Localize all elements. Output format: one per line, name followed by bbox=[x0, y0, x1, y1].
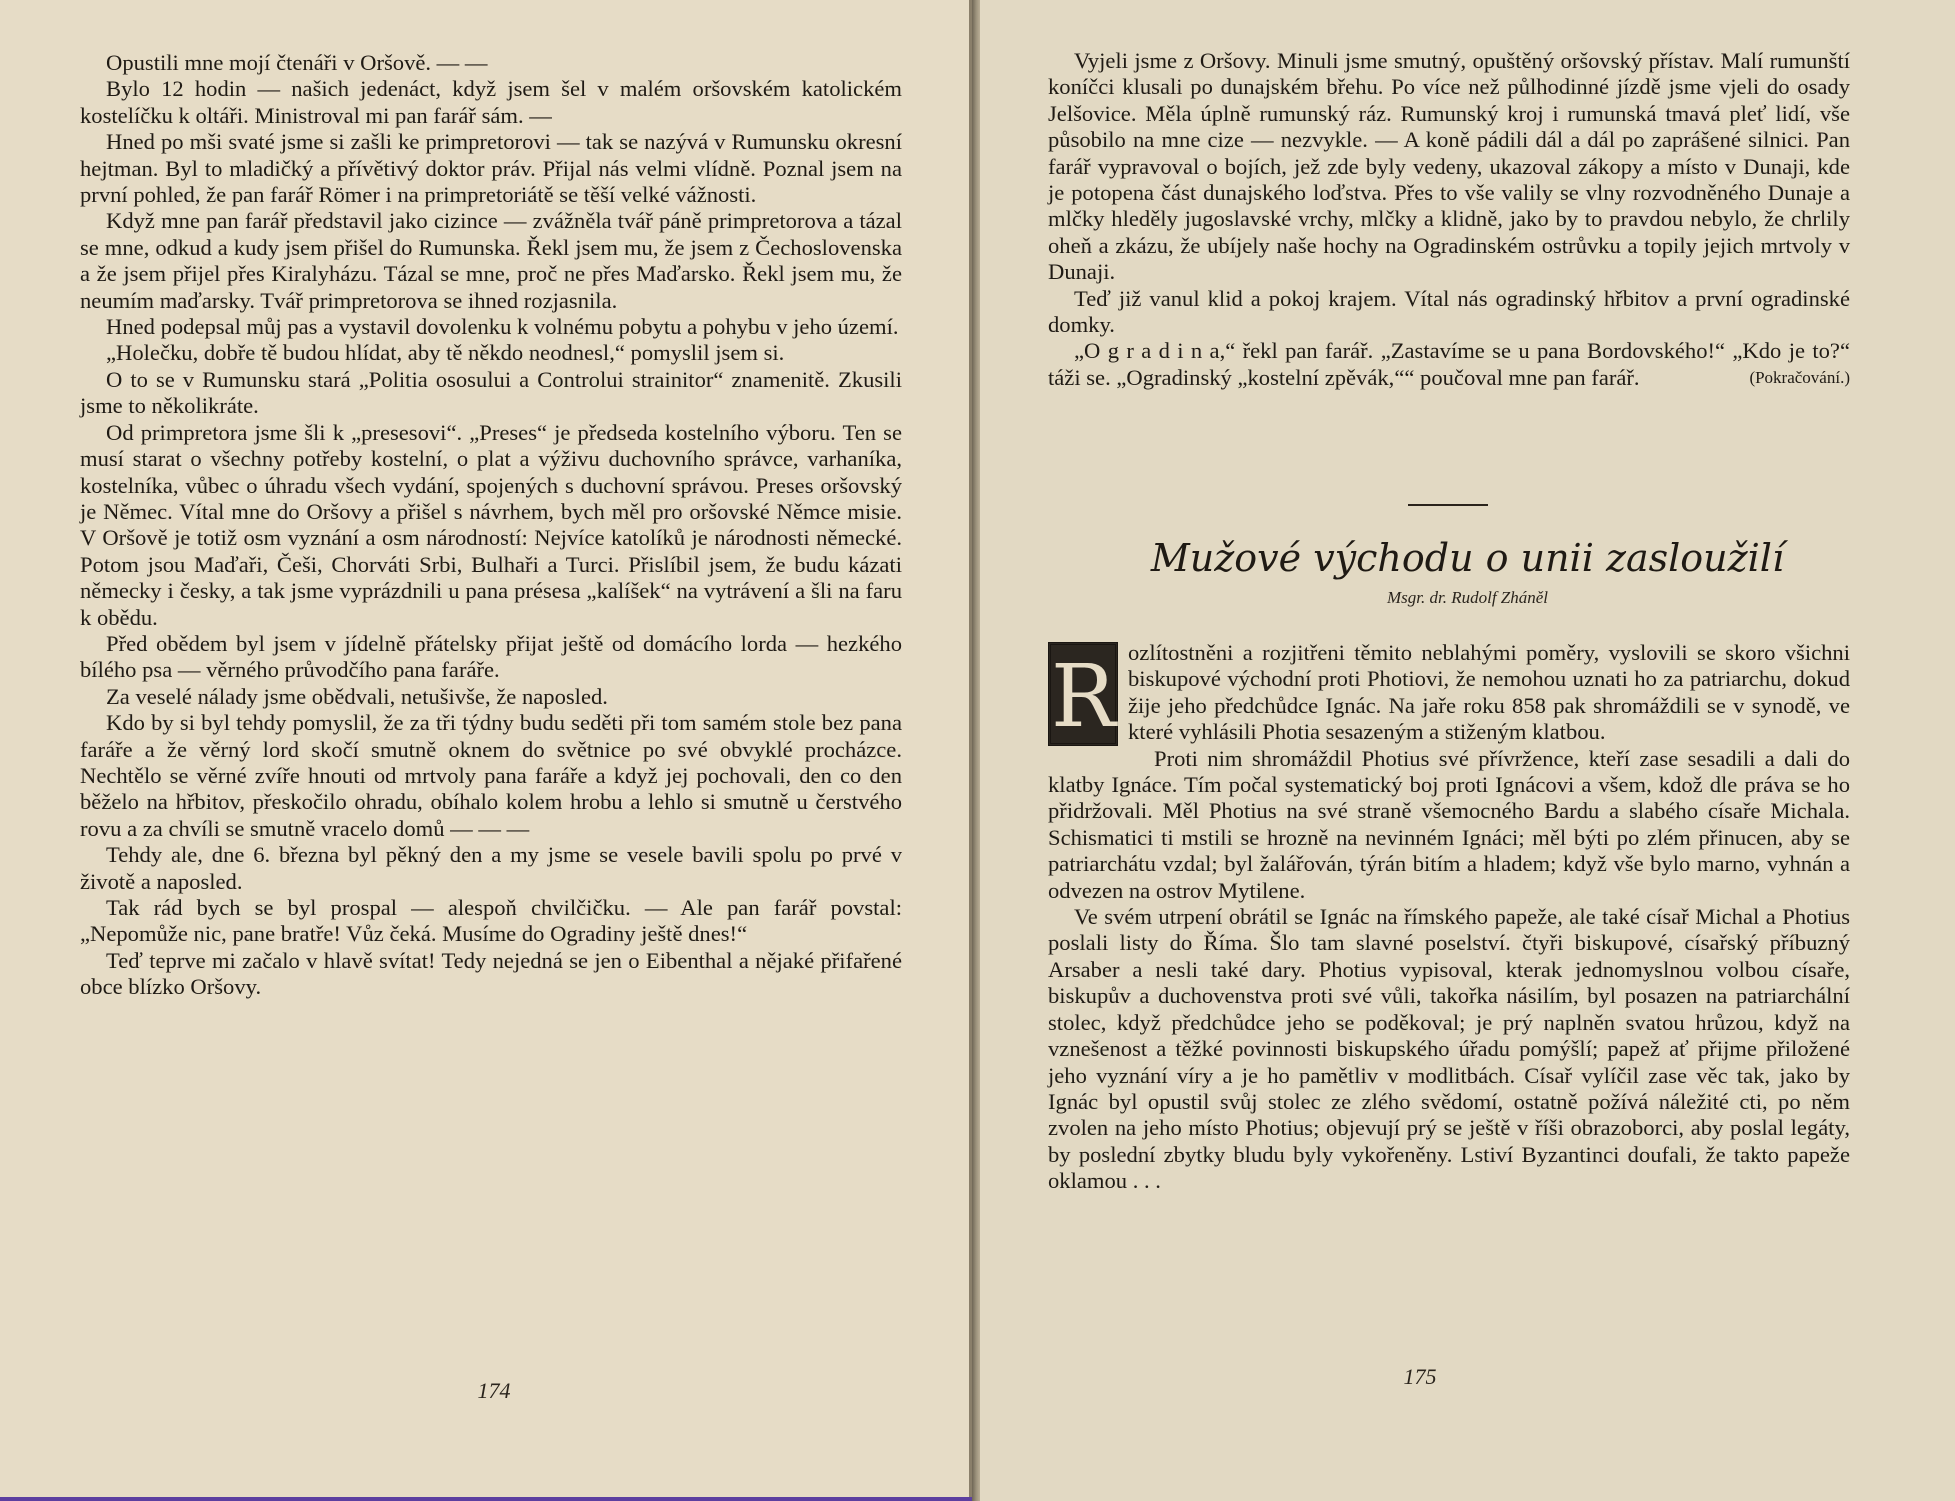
paragraph bbox=[1048, 338, 1850, 391]
left-page bbox=[0, 0, 972, 1501]
page-number-right: 175 bbox=[1403, 1364, 1437, 1389]
continued-note: (Pokračování.) bbox=[1749, 367, 1850, 387]
paragraph bbox=[80, 684, 902, 710]
paragraph-text: Bylo 12 hodin — našich jedenáct, když jsem šel v malém oršovském katolickém kostelíčku k oltáři. Ministroval mi pan farář sám. — bbox=[80, 76, 902, 128]
paragraph bbox=[80, 340, 902, 366]
paragraph-text: Ve svém utrpení obrátil se Ignác na římského papeže, ale také císař Michal a Photius poslali listy do Říma. Šlo tam slavné poselství. čtyři biskupové, císařský příbuzný Arsaber a nesli také dary. Photius vypisoval, kterak jednomyslnou volbou císaře, biskupův a duchovenstva proti své vůli, takořka násilím, byl posazen na patriarchální stolec, když předchůdce jeho se poděkoval; je prý naplněn svatou hrůzou, když na vznešenost a těžké povinnosti biskupského úřadu pomýšlí; papež ať přijme přiložené jeho vyznání víry a je ho pamětliv v modlitbách. Císař vylíčil zase věc tak, jako by Ignác byl opustil svůj stolec ze zlého svědomí, ostatně požívá náležité cti, po něm zvolen na jeho místo Photius; objevují prý se ještě v říši obrazoborci, aby poslal legáty, by poslední zbytky bludu byly vykořeněny. Lstiví Byzantinci doufali, že takto papeže oklamou . . . bbox=[1048, 904, 1850, 1194]
section-divider bbox=[1408, 504, 1488, 506]
article-title: Mužové východu o unii zasloužilí bbox=[1150, 536, 1785, 580]
left-page-text bbox=[80, 50, 902, 1001]
paragraph-text: Za veselé nálady jsme obědvali, netušivše, že naposled. bbox=[106, 683, 608, 709]
paragraph-text: Teď již vanul klid a pokoj krajem. Vítal nás ogradinský hřbitov a první ogradinské domky. bbox=[1048, 285, 1850, 338]
paragraph-text: „Holečku, dobře tě budou hlídat, aby tě někdo neodnesl,“ pomyslil jsem si. bbox=[106, 340, 785, 366]
paragraph bbox=[80, 314, 902, 340]
paragraph-text: O to se v Rumunsku stará „Politia ososului a Controlui strainitor“ znamenitě. Zkusili jsme to několikráte. bbox=[80, 366, 902, 419]
paragraph-text: Proti nim shromáždil Photius své přívržence, kteří zase sesadili a dali do klatby Ignáce. Tím počal systematický boj proti Ignácovi a všem, kdož dle práva se ho přidržovali. Měl Photius na své straně všemocného Bardu a slabého císaře Michala. Schismatici ti mstili se hrozně na nevinném Ignáci; měl býti po zlém přinucen, aby se patriarchátu vzdal; byl žalářován, týrán bitím a hladem; když vše bylo marno, vyhnán a odvezen na ostrov Mytilene. bbox=[1048, 745, 1850, 903]
paragraph bbox=[80, 208, 902, 314]
article-intro: ozlítostněni a rozjitřeni těmito neblahými poměry, vyslovili se skoro všichni biskupové východní proti Photiovi, že nemohou uznati ho za patriarchu, dokud žije jeho předchůdce Ignác. Na jaře roku 858 pak shromáždili se v synodě, ve které vyhlásili Photia sesazeným a stiženým klatbou. bbox=[1128, 640, 1850, 745]
dropcap-letter: R bbox=[1048, 642, 1118, 746]
paragraph bbox=[80, 76, 902, 129]
paragraph bbox=[1048, 286, 1850, 339]
paragraph bbox=[80, 50, 902, 76]
paragraph-text: Tehdy ale, dne 6. března byl pěkný den a my jsme se vesele bavili spolu po prvé v životě a naposled. bbox=[80, 842, 902, 894]
paragraph bbox=[80, 948, 902, 1001]
article-author: Msgr. dr. Rudolf Zháněl bbox=[1386, 588, 1549, 607]
paragraph bbox=[1048, 746, 1850, 904]
paragraph bbox=[80, 129, 902, 208]
paragraph-text: Opustili mne mojí čtenáři v Oršově. — — bbox=[106, 50, 488, 75]
paragraph bbox=[80, 420, 902, 631]
article-body bbox=[1048, 640, 1850, 1195]
paragraph bbox=[80, 895, 902, 948]
paragraph bbox=[1048, 904, 1850, 1194]
paragraph-text: Před obědem byl jsem v jídelně přátelsky přijat ještě od domácího lorda — hezkého bílého psa — věrného průvodčího pana faráře. bbox=[80, 630, 902, 683]
paragraph-text: „O g r a d i n a,“ řekl pan farář. „Zastavíme se u pana Bordovského!“ „Kdo je to?“ táži se. „Ogradinský „kostelní zpěvák,““ poučoval mne pan farář. bbox=[1048, 338, 1850, 390]
paragraph-text: Hned podepsal můj pas a vystavil dovolenku k volnému pobytu a pohybu v jeho území. bbox=[106, 314, 899, 340]
paragraph-text: Tak rád bych se byl prospal — alespoň chvilčičku. — Ale pan farář povstal: „Nepomůže nic, pane bratře! Vůz čeká. Musíme do Ogradiny ještě dnes!“ bbox=[80, 895, 902, 947]
paragraph-text: Kdo by si byl tehdy pomyslil, že za tři týdny budu seděti při tom samém stole bez pana faráře a že věrný lord skočí smutně oknem do světnice po své obvyklé procházce. Nechtělo se věrné zvíře hnouti od mrtvoly pana faráře a když jej pochovali, den co den běželo na hřbitov, přeskočilo ohradu, obíhalo kolem hrobu a lehlo si smutně u čerstvého rovu a za chvíli se smutně vracelo domů — — — bbox=[80, 710, 902, 841]
paragraph-text: Vyjeli jsme z Oršovy. Minuli jsme smutný, opuštěný oršovský přístav. Malí rumunští koníčci klusali po dunajském břehu. Po více než půlhodinné jízdě jsme vjeli do osady Jelšovice. Měla úplně rumunský ráz. Rumunský kroj i rumunská tmavá pleť lidí, vše působilo na mne cize — nezvykle. — A koně pádili dál a dál po zaprášené silnici. Pan farář vypravoval o bojích, jež zde byly vedeny, ukazoval zákopy a místo v Dunaji, kde je potopena část dunajského loďstva. Přes to vše valily se vlny rozvodněného Dunaje a mlčky hleděly jugoslavské vrchy, mlčky a klidně, jako by to pravdou nebylo, že chrlily oheň a zkázu, že ubíjely naše hochy na Ogradinském ostrůvku a topily jejich mrtvoly v Dunaji. bbox=[1048, 48, 1850, 285]
paragraph bbox=[80, 367, 902, 420]
right-page bbox=[980, 0, 1955, 1501]
paragraph-text: Od primpretora jsme šli k „presesovi“. „Preses“ je předseda kostelního výboru. Ten se musí starat o všechny potřeby kostelní, o plat a výživu duchovního správce, varhaníka, kostelníka, vůbec o úhradu všech vydání, spojených s duchovní správou. Preses oršovský je Němec. Vítal mne do Oršovy a přišel s návrhem, bych měl pro oršovské Němce misie. V Oršově je totiž osm vyznání a osm národností: Nejvíce katolíků je národnosti německé. Potom jsou Maďaři, Češi, Chorváti Srbi, Bulhaři a Turci. Přislíbil jsem, že budu kázati německy i česky, a tak jsme vyprázdnili u pana présesa „kalíšek“ na vytrávení a šli na faru k obědu. bbox=[80, 419, 902, 630]
paragraph-text: Hned po mši svaté jsme si zašli ke primpretorovi — tak se nazývá v Rumunsku okresní hejtman. Byl to mladičký a přívětivý doktor práv. Přijal nás velmi vlídně. Poznal jsem na první pohled, že pan farář Römer i na primpretoriátě se těší velké vážnosti. bbox=[80, 129, 902, 208]
paragraph-text: Když mne pan farář představil jako cizince — zvážněla tvář páně primpretorova a tázal se mne, odkud a kudy jsem přišel do Rumunska. Řekl jsem mu, že jsem z Čechoslovenska a že jsem přijel přes Kiralyházu. Tázal se mne, proč ne přes Maďarsko. Řekl jsem mu, že neumím maďarsky. Tvář primpretorova se ihned rozjasnila. bbox=[80, 208, 902, 313]
right-page-top-text bbox=[1048, 48, 1850, 391]
paragraph bbox=[80, 631, 902, 684]
paragraph bbox=[80, 710, 902, 842]
paragraph-text: Teď teprve mi začalo v hlavě svítat! Tedy nejedná se jen o Eibenthal a nějaké přifařené obce blízko Oršovy. bbox=[80, 947, 902, 1000]
paragraph bbox=[80, 842, 902, 895]
paragraph bbox=[1048, 48, 1850, 286]
book-gutter bbox=[972, 0, 980, 1501]
bottom-edge-line bbox=[0, 1497, 972, 1501]
page-number-left: 174 bbox=[477, 1378, 511, 1403]
